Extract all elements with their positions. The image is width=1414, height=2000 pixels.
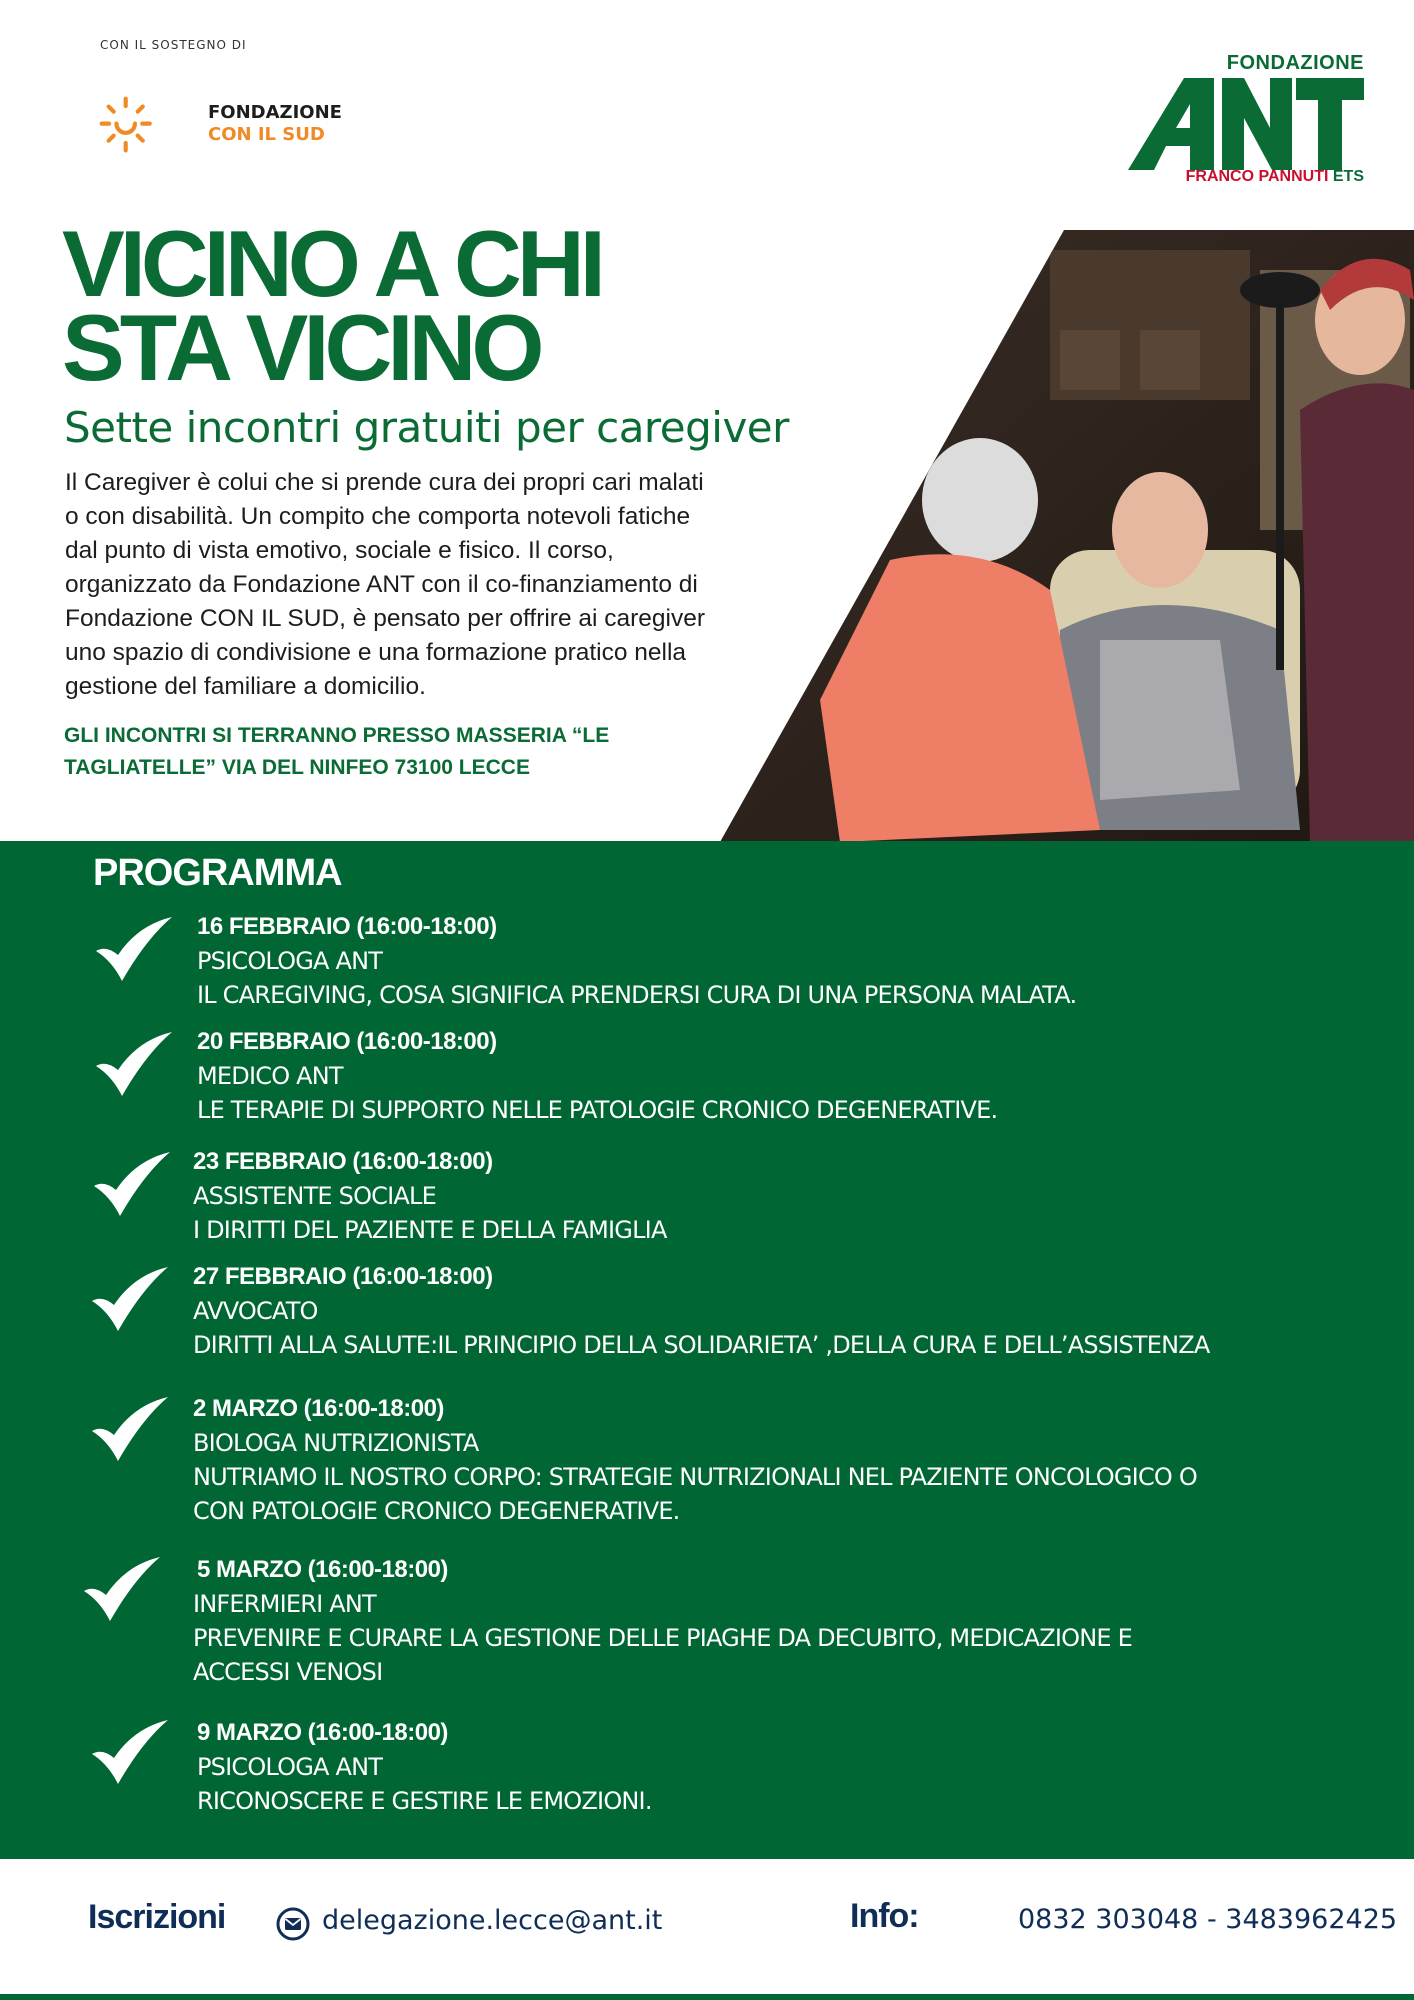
intro-line: dal punto di vista emotivo, sociale e fisico. Il corso, bbox=[65, 537, 614, 564]
info-label: Info: bbox=[850, 1897, 919, 1935]
title-line-1: VICINO A CHI bbox=[62, 211, 601, 316]
intro-line: organizzato da Fondazione ANT con il co-finanziamento di bbox=[65, 571, 698, 598]
checkmark-icon bbox=[92, 915, 176, 983]
intro-line: gestione del familiare a domicilio. bbox=[65, 673, 426, 700]
ant-logo-mark bbox=[1124, 72, 1364, 170]
title-line-2: STA VICINO bbox=[62, 295, 540, 400]
item-speaker: ASSISTENTE SOCIALE bbox=[193, 1182, 436, 1210]
programme-title: PROGRAMMA bbox=[93, 852, 342, 894]
mail-icon bbox=[276, 1907, 310, 1941]
item-date: 2 MARZO (16:00-18:00) bbox=[193, 1395, 444, 1422]
intro-line: Il Caregiver è colui che si prende cura dei propri cari malati bbox=[65, 469, 704, 496]
sud-logo-line2: CON IL SUD bbox=[208, 124, 325, 145]
item-date: 27 FEBBRAIO (16:00-18:00) bbox=[193, 1263, 493, 1290]
item-topic: I DIRITTI DEL PAZIENTE E DELLA FAMIGLIA bbox=[193, 1216, 667, 1244]
item-date: 5 MARZO (16:00-18:00) bbox=[197, 1556, 448, 1583]
item-speaker: BIOLOGA NUTRIZIONISTA bbox=[193, 1429, 479, 1457]
programme-item bbox=[193, 1553, 1132, 1689]
email-link[interactable]: delegazione.lecce@ant.it bbox=[322, 1905, 663, 1936]
item-topic: RICONOSCERE E GESTIRE LE EMOZIONI. bbox=[197, 1787, 652, 1815]
item-date: 16 FEBBRAIO (16:00-18:00) bbox=[197, 913, 497, 940]
item-topic: LE TERAPIE DI SUPPORTO NELLE PATOLOGIE CRONICO DEGENERATIVE. bbox=[197, 1096, 998, 1124]
programme-item bbox=[193, 1145, 667, 1247]
item-speaker: PSICOLOGA ANT bbox=[197, 1753, 383, 1781]
item-topic: NUTRIAMO IL NOSTRO CORPO: STRATEGIE NUTRIZIONALI NEL PAZIENTE ONCOLOGICO O bbox=[193, 1463, 1197, 1491]
intro-line: uno spazio di condivisione e una formazione pratico nella bbox=[65, 639, 687, 666]
item-topic: ACCESSI VENOSI bbox=[193, 1658, 383, 1686]
venue-line-2: TAGLIATELLE” VIA DEL NINFEO 73100 LECCE bbox=[64, 756, 530, 779]
programme-item bbox=[197, 1716, 652, 1818]
ant-logo-wordmark: ANT bbox=[1124, 72, 1126, 73]
checkmark-icon bbox=[90, 1150, 174, 1218]
intro-line: o con disabilità. Un compito che comporta notevoli fatiche bbox=[65, 503, 691, 530]
checkmark-icon bbox=[80, 1555, 164, 1623]
sun-icon bbox=[98, 60, 218, 190]
item-date: 23 FEBBRAIO (16:00-18:00) bbox=[193, 1148, 493, 1175]
ant-logo-bottom-name: FRANCO PANNUTI bbox=[1185, 168, 1329, 185]
item-topic: DIRITTI ALLA SALUTE:IL PRINCIPIO DELLA SOLIDARIETA’ ,DELLA CURA E DELL’ASSISTENZA bbox=[193, 1331, 1210, 1359]
ant-logo bbox=[1124, 52, 1364, 192]
item-speaker: PSICOLOGA ANT bbox=[197, 947, 383, 975]
item-speaker: MEDICO ANT bbox=[197, 1062, 343, 1090]
programme-item bbox=[193, 1260, 1210, 1362]
item-topic: IL CAREGIVING, COSA SIGNIFICA PRENDERSI CURA DI UNA PERSONA MALATA. bbox=[197, 981, 1077, 1009]
programme-item bbox=[193, 1392, 1197, 1528]
page-title bbox=[62, 211, 762, 400]
checkmark-icon bbox=[92, 1030, 176, 1098]
subtitle: Sette incontri gratuiti per caregiver bbox=[64, 403, 789, 452]
venue-line-1: GLI INCONTRI SI TERRANNO PRESSO MASSERIA “LE bbox=[64, 724, 610, 747]
item-date: 20 FEBBRAIO (16:00-18:00) bbox=[197, 1028, 497, 1055]
item-topic: CON PATOLOGIE CRONICO DEGENERATIVE. bbox=[193, 1497, 680, 1525]
ant-logo-top: FONDAZIONE bbox=[1226, 52, 1364, 74]
checkmark-icon bbox=[88, 1718, 172, 1786]
item-speaker: INFERMIERI ANT bbox=[193, 1590, 376, 1618]
signup-label: Iscrizioni bbox=[88, 1898, 226, 1936]
checkmark-icon bbox=[88, 1265, 172, 1333]
phone-numbers[interactable]: 0832 303048 - 3483962425 bbox=[1018, 1904, 1398, 1935]
bottom-divider bbox=[0, 1994, 1414, 2000]
sud-logo-line1: FONDAZIONE bbox=[208, 102, 342, 123]
ant-logo-bottom-suffix: ETS bbox=[1332, 168, 1364, 185]
sud-logo-text bbox=[208, 102, 342, 146]
item-speaker: AVVOCATO bbox=[193, 1297, 318, 1325]
caregiver-photo bbox=[720, 230, 1414, 842]
item-date: 9 MARZO (16:00-18:00) bbox=[197, 1719, 448, 1746]
checkmark-icon bbox=[88, 1395, 172, 1463]
programme-item bbox=[197, 1025, 997, 1127]
item-topic: PREVENIRE E CURARE LA GESTIONE DELLE PIAGHE DA DECUBITO, MEDICAZIONE E bbox=[193, 1624, 1132, 1652]
intro-line: Fondazione CON IL SUD, è pensato per offrire ai caregiver bbox=[65, 605, 706, 632]
venue-notice bbox=[64, 720, 684, 784]
intro-paragraph bbox=[65, 466, 765, 704]
ant-logo-bottom bbox=[1186, 168, 1364, 186]
support-label: CON IL SOSTEGNO DI bbox=[100, 38, 247, 52]
programme-item bbox=[197, 910, 1076, 1012]
